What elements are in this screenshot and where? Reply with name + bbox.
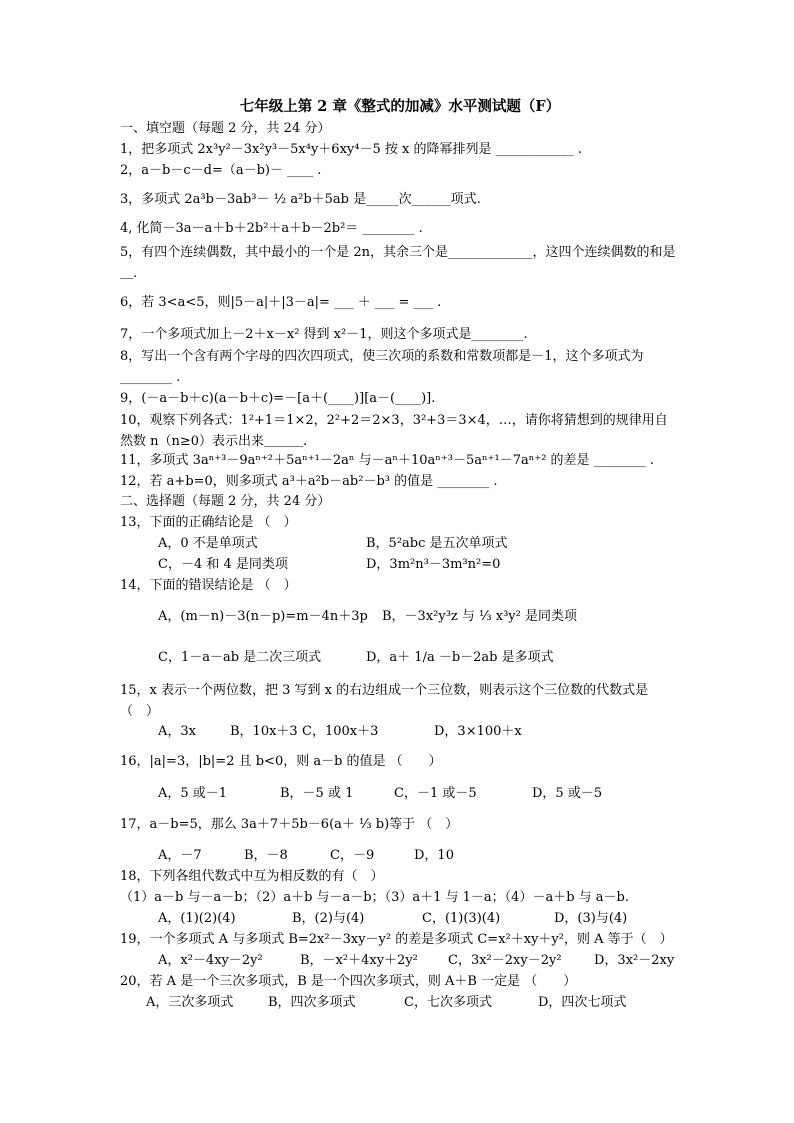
option-19-d: D，3x²－2xy xyxy=(594,953,675,968)
option-17-c: C，－9 xyxy=(330,848,375,863)
option-14-b: B，－3x²y³z 与 ⅓ x³y² 是同类项 xyxy=(382,609,578,624)
option-16-a: A，5 或－1 xyxy=(158,786,228,801)
question-1: 1，把多项式 2x³y²－3x²y³－5x⁴y＋6xy⁴－5 按 x 的降幂排列是 ____________ . xyxy=(120,142,582,157)
option-14-a: A，(m－n)－3(n－p)=m－4n＋3p xyxy=(158,609,368,624)
option-13-b: B，5²abc 是五次单项式 xyxy=(366,536,508,551)
question-8: 8，写出一个含有两个字母的四次四项式，使三次项的系数和常数项都是－1，这个多项式为 ________ . xyxy=(120,349,644,385)
question-18: 18，下列各组代数式中互为相反数的有（ ） xyxy=(120,869,384,884)
option-15-b: B，10x＋3 xyxy=(230,724,298,739)
question-5: 5，有四个连续偶数，其中最小的一个是 2n，其余三个是_____________，这四个连续偶数的和是＿. xyxy=(120,245,676,281)
option-17-a: A，－7 xyxy=(158,848,202,863)
question-19: 19，一个多项式 A 与多项式 B=2x²－3xy－y² 的差是多项式 C=x²＋xy＋y²，则 A 等于（ ） xyxy=(120,932,673,947)
option-16-d: D，5 或－5 xyxy=(532,786,603,801)
question-10: 10，观察下列各式：1²+1＝1×2，2²+2＝2×3，3²+3＝3×4，…，请你将猜想到的规律用自然数 n（n≥0）表示出来＿＿＿. xyxy=(120,413,668,449)
option-17-b: B，－8 xyxy=(244,848,288,863)
section-heading-fill-blank: 一、填空题（每题 2 分，共 24 分） xyxy=(120,121,331,136)
option-20-a: A，三次多项式 xyxy=(146,995,234,1010)
question-12: 12，若 a+b=0，则多项式 a³＋a²b－ab²－b³ 的值是 ________ . xyxy=(120,474,498,489)
option-14-d: D，a＋ 1/a －b－2ab 是多项式 xyxy=(366,650,554,665)
option-18-c: C，(1)(3)(4) xyxy=(422,911,501,926)
option-13-a: A，0 不是单项式 xyxy=(158,536,258,551)
question-20: 20，若 A 是一个三次多项式，B 是一个四次多项式，则 A＋B 一定是 （ ） xyxy=(120,974,577,989)
option-19-c: C，3x²－2xy－2y² xyxy=(448,953,562,968)
option-18-a: A，(1)(2)(4) xyxy=(158,911,236,926)
option-17-d: D，10 xyxy=(414,848,454,863)
question-14: 14，下面的错误结论是 （ ） xyxy=(120,578,297,593)
question-2: 2，a－b－c－d=（a－b)－ ____ . xyxy=(120,163,322,178)
page-title: 七年级上第 2 章《整式的加减》水平测试题（F） xyxy=(239,98,561,115)
option-19-b: B，－x²＋4xy＋2y² xyxy=(300,953,418,968)
option-16-b: B，－5 或 1 xyxy=(280,786,354,801)
option-20-c: C，七次多项式 xyxy=(404,995,492,1010)
question-17: 17，a－b=5，那么 3a＋7＋5b－6(a＋ ⅓ b)等于 （ ） xyxy=(120,817,459,832)
question-3: 3，多项式 2a³b－3ab³－ ½ a²b＋5ab 是_____次______项式. xyxy=(120,192,481,207)
option-20-b: B，四次多项式 xyxy=(268,995,356,1010)
question-7: 7，一个多项式加上－2＋x－x² 得到 x²－1，则这个多项式是________. xyxy=(120,327,528,342)
option-15-a: A，3x xyxy=(158,724,196,739)
option-18-b: B，(2)与(4) xyxy=(292,911,365,926)
question-16: 16，|a|=3，|b|=2 且 b<0，则 a－b 的值是 （ ） xyxy=(120,754,442,769)
section-heading-multiple-choice: 二、选择题（每题 2 分，共 24 分） xyxy=(120,494,331,509)
question-15: 15，x 表示一个两位数，把 3 写到 x 的右边组成一个三位数，则表示这个三位数的代数式是（ ） xyxy=(120,683,649,719)
question-4: 4, 化简－3a－a＋b＋2b²＋a＋b－2b²＝ ________ . xyxy=(120,221,423,236)
question-9: 9，(－a－b＋c)(a－b＋c)=－[a＋(____)][a－(____)]. xyxy=(120,391,436,406)
question-6: 6，若 3<a<5，则|5－a|＋|3－a|= ___ ＋ ___ = ___ . xyxy=(120,295,442,310)
option-14-c: C，1－a－ab 是二次三项式 xyxy=(158,650,322,665)
option-15-d: D，3×100＋x xyxy=(434,724,522,739)
option-16-c: C，－1 或－5 xyxy=(394,786,477,801)
option-18-d: D，(3)与(4) xyxy=(554,911,628,926)
option-13-d: D，3m²n³－3m³n²=0 xyxy=(366,557,501,572)
question-18-statements: （1）a－b 与－a－b；（2）a＋b 与－a－b；（3）a＋1 与 1－a；（4）－a＋b 与 a－b. xyxy=(120,890,629,905)
option-19-a: A，x²－4xy－2y² xyxy=(158,953,263,968)
option-15-c: C，100x＋3 xyxy=(302,724,379,739)
question-11: 11，多项式 3aⁿ⁺³－9aⁿ⁺²＋5aⁿ⁺¹－2aⁿ 与－aⁿ＋10aⁿ⁺³－5aⁿ⁺¹－7aⁿ⁺² 的差是 ________ . xyxy=(120,453,654,468)
question-13: 13，下面的正确结论是 （ ） xyxy=(120,515,297,530)
option-13-c: C，－4 和 4 是同类项 xyxy=(158,557,288,572)
option-20-d: D，四次七项式 xyxy=(538,995,627,1010)
